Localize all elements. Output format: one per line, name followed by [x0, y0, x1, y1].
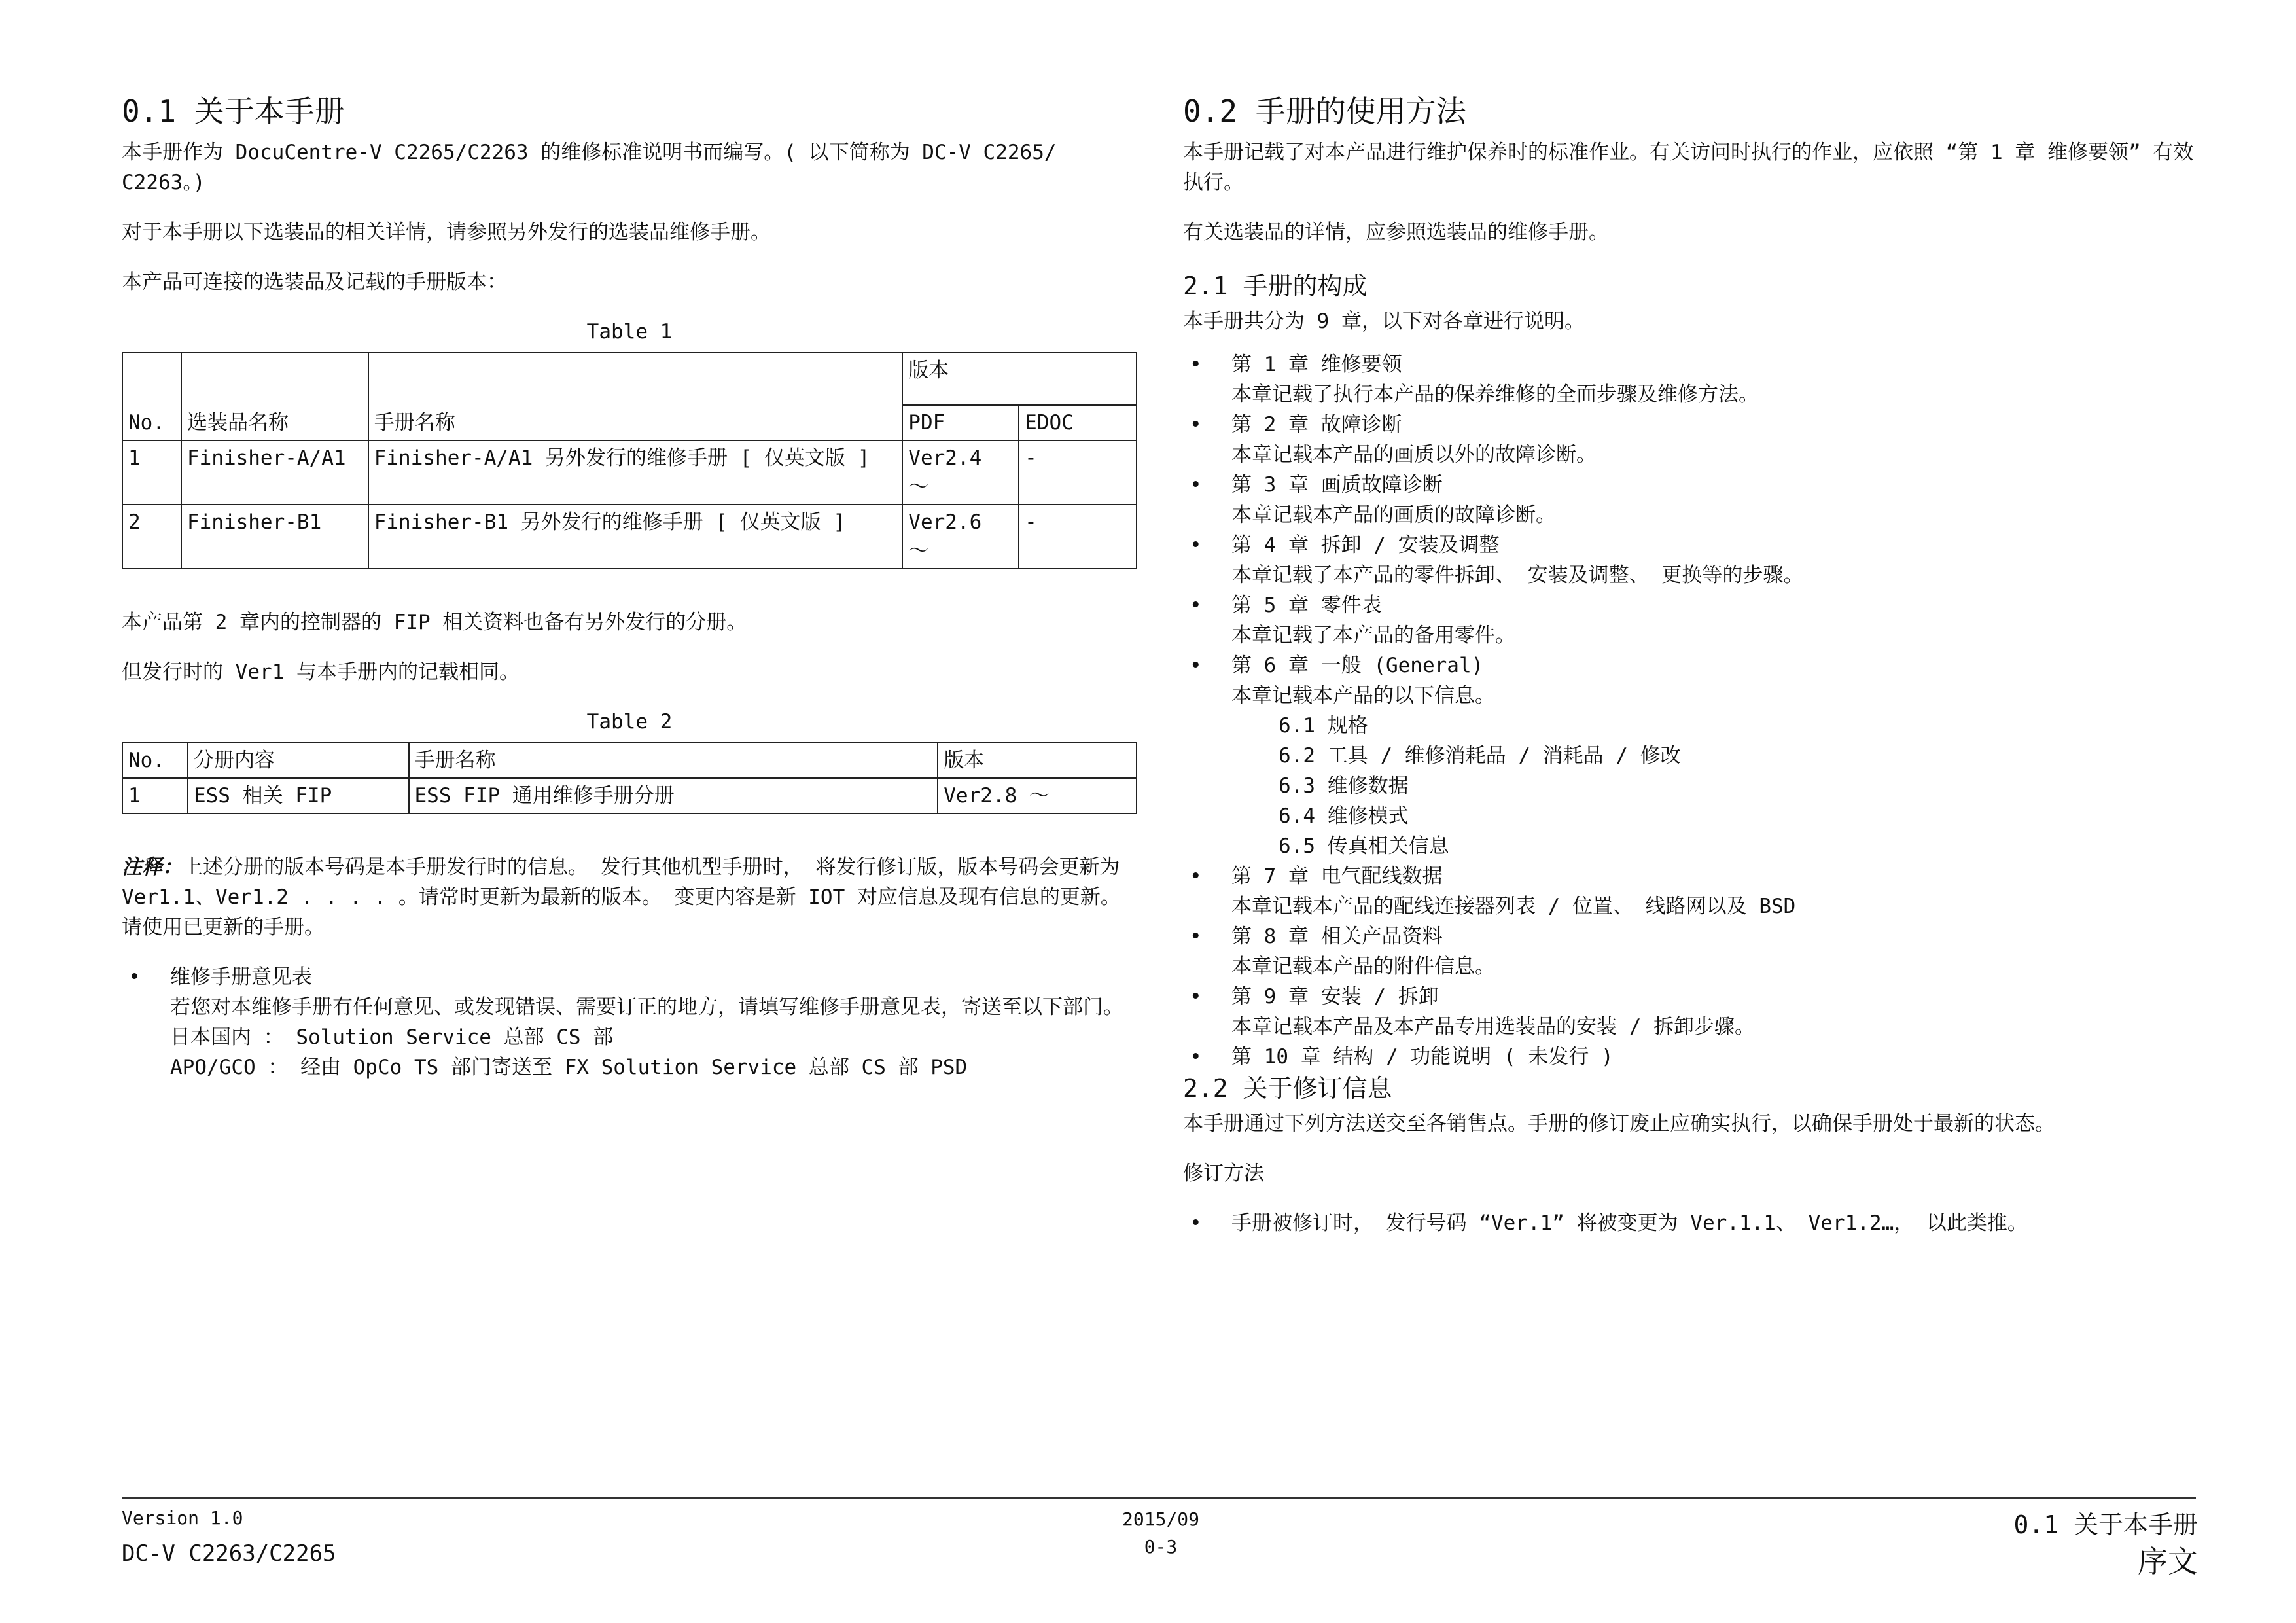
table-row	[122, 440, 1137, 505]
cell-no: 2	[122, 505, 181, 569]
chapter-title: • 第 2 章 故障诊断	[1231, 413, 1402, 437]
chapter-title: • 第 10 章 结构 / 功能说明 ( 未发行 )	[1231, 1045, 1614, 1069]
feedback-list	[122, 962, 1137, 1082]
cell-manual: Finisher-A/A1 另外发行的维修手册 [ 仅英文版 ]	[368, 440, 903, 505]
feedback-line1: 若您对本维修手册有任何意见、或发现错误、需要订正的地方，请填写维修手册意见表，寄送至以下部门。	[170, 995, 1123, 1019]
list-item	[1183, 982, 2199, 1042]
cell-pdf: Ver2.4 ～	[902, 440, 1019, 505]
usage-paragraph: 本手册记载了对本产品进行维护保养时的标准作业。有关访问时执行的作业，应依照 “第 1 章 维修要领” 有效执行。	[1183, 141, 2194, 194]
intro-paragraph: 本手册作为 DocuCentre-V C2265/C2263 的维修标准说明书而编写。( 以下简称为 DC-V C2265/ C2263。)	[122, 141, 1057, 194]
header-edoc: EDOC	[1019, 405, 1137, 440]
header-no: No.	[122, 743, 188, 778]
table-header-row	[122, 743, 1137, 778]
chapter-title: • 第 8 章 相关产品资料	[1231, 925, 1443, 948]
chapter-desc: 本章记载本产品的画质的故障诊断。	[1231, 503, 1556, 527]
cell-no: 1	[122, 778, 188, 813]
list-item	[1183, 1042, 2199, 1072]
table2-caption: Table 2	[586, 710, 673, 734]
chapter-desc: 本章记载了本产品的零件拆卸、 安装及调整、 更换等的步骤。	[1231, 563, 1804, 587]
footer-date: 2015/09	[1122, 1508, 1199, 1530]
list-item	[122, 962, 1137, 1082]
table1-caption: Table 1	[586, 320, 673, 344]
chapter-desc: 本章记载本产品的附件信息。	[1231, 955, 1495, 978]
note-paragraph	[122, 852, 1137, 942]
chapter6-sub: 6.3 维修数据	[1279, 774, 1409, 798]
chapter-desc: 本章记载了本产品的备用零件。	[1231, 624, 1515, 647]
cell-content: ESS 相关 FIP	[188, 778, 409, 813]
cell-pdf: Ver2.6 ～	[902, 505, 1019, 569]
chapter-title: • 第 3 章 画质故障诊断	[1231, 473, 1443, 497]
chapter6-sub: 6.2 工具 / 维修消耗品 / 消耗品 / 修改	[1279, 744, 1681, 768]
list-item	[1183, 349, 2199, 410]
list-item	[1183, 530, 2199, 590]
cell-edoc: -	[1019, 440, 1137, 505]
header-pdf: PDF	[902, 405, 1019, 440]
options-versions-paragraph: 本产品可连接的选装品及记载的手册版本：	[122, 270, 507, 294]
cell-version: Ver2.8 ～	[938, 778, 1137, 813]
footer-chapter: 序文	[2138, 1544, 2198, 1579]
list-item	[1183, 921, 2199, 982]
section-heading-0-2: 0.2 手册的使用方法	[1183, 94, 1466, 129]
chapter-title: • 第 9 章 安装 / 拆卸	[1231, 985, 1439, 1008]
ver1-paragraph: 但发行时的 Ver1 与本手册内的记载相同。	[122, 660, 520, 684]
cell-manual: Finisher-B1 另外发行的维修手册 [ 仅英文版 ]	[368, 505, 903, 569]
revision-paragraph: 本手册通过下列方法送交至各销售点。手册的修订废止应确实执行，以确保手册处于最新的状态。	[1183, 1112, 2055, 1135]
footer-section: 0.1 关于本手册	[2013, 1510, 2198, 1539]
header-option-name: 选装品名称	[181, 353, 368, 440]
footer-version: Version 1.0	[122, 1507, 243, 1529]
feedback-title: • 维修手册意见表	[170, 965, 312, 989]
chapter-title: • 第 7 章 电气配线数据	[1231, 865, 1443, 888]
chapter-title: • 第 6 章 一般 (General)	[1231, 654, 1484, 677]
subheading-2-1: 2.1 手册的构成	[1183, 272, 1368, 300]
revision-list	[1183, 1208, 2199, 1238]
list-item	[1183, 470, 2199, 530]
header-manual-name: 手册名称	[368, 353, 903, 440]
note-label: 注释：	[122, 855, 183, 879]
revision-method-label: 修订方法	[1183, 1162, 1264, 1185]
header-version: 版本	[902, 353, 1137, 405]
chapter-desc: 本章记载了执行本产品的保养维修的全面步骤及维修方法。	[1231, 383, 1759, 406]
list-item: • 手册被修订时， 发行号码 “Ver.1” 将被变更为 Ver.1.1、 Ver1.2…， 以此类推。	[1183, 1208, 2199, 1238]
footer-model: DC-V C2263/C2265	[122, 1541, 336, 1567]
list-item	[1183, 410, 2199, 470]
table-row	[122, 505, 1137, 569]
options-reference-paragraph: 对于本手册以下选装品的相关详情，请参照另外发行的选装品维修手册。	[122, 221, 771, 244]
footer-page-number: 0-3	[1144, 1536, 1178, 1558]
header-content: 分册内容	[188, 743, 409, 778]
table-row	[122, 778, 1137, 813]
header-manual-name: 手册名称	[409, 743, 938, 778]
chapter-desc: 本章记载本产品的画质以外的故障诊断。	[1231, 443, 1597, 467]
options-table	[122, 352, 1137, 569]
chapter6-sub: 6.1 规格	[1279, 714, 1368, 738]
cell-edoc: -	[1019, 505, 1137, 569]
header-no: No.	[122, 353, 181, 440]
list-item	[1183, 590, 2199, 651]
options-paragraph: 有关选装品的详情，应参照选装品的维修手册。	[1183, 221, 1609, 244]
footer-divider	[122, 1497, 2196, 1499]
cell-option: Finisher-B1	[181, 505, 368, 569]
feedback-line3: APO/GCO ： 经由 OpCo TS 部门寄送至 FX Solution Service 总部 CS 部 PSD	[170, 1056, 968, 1079]
chapter-list	[1183, 349, 2199, 1072]
supplement-table	[122, 742, 1137, 814]
fip-paragraph: 本产品第 2 章内的控制器的 FIP 相关资料也备有另外发行的分册。	[122, 611, 747, 634]
note-text: 上述分册的版本号码是本手册发行时的信息。 发行其他机型手册时， 将发行修订版，版本号码会更新为 Ver1.1、Ver1.2 . . . . 。请常时更新为最新的版本。 变更内容是新 IOT 对应信息及现有信息的更新。 请使用已更新的手册。	[122, 855, 1121, 939]
header-version: 版本	[938, 743, 1137, 778]
subheading-2-2: 2.2 关于修订信息	[1183, 1074, 1392, 1103]
list-item	[1183, 651, 2199, 861]
chapter-desc: 本章记载本产品及本产品专用选装品的安装 / 拆卸步骤。	[1231, 1015, 1755, 1039]
chapter6-sub: 6.5 传真相关信息	[1279, 834, 1449, 858]
cell-option: Finisher-A/A1	[181, 440, 368, 505]
chapter-title: • 第 4 章 拆卸 / 安装及调整	[1231, 533, 1500, 557]
left-column	[122, 92, 1137, 1082]
chapter-desc: 本章记载本产品的以下信息。	[1231, 684, 1495, 707]
list-item	[1183, 861, 2199, 921]
chapter-title: • 第 1 章 维修要领	[1231, 353, 1402, 376]
chapter-title: • 第 5 章 零件表	[1231, 594, 1382, 617]
chapter6-sub: 6.4 维修模式	[1279, 804, 1409, 828]
section-heading-0-1: 0.1 关于本手册	[122, 94, 345, 129]
right-column	[1183, 92, 2199, 1238]
cell-manual: ESS FIP 通用维修手册分册	[409, 778, 938, 813]
chapters-intro: 本手册共分为 9 章，以下对各章进行说明。	[1183, 310, 1585, 333]
feedback-line2: 日本国内 ： Solution Service 总部 CS 部	[170, 1026, 614, 1049]
chapter-desc: 本章记载本产品的配线连接器列表 / 位置、 线路网以及 BSD	[1231, 895, 1796, 918]
cell-no: 1	[122, 440, 181, 505]
table-header-row	[122, 353, 1137, 405]
